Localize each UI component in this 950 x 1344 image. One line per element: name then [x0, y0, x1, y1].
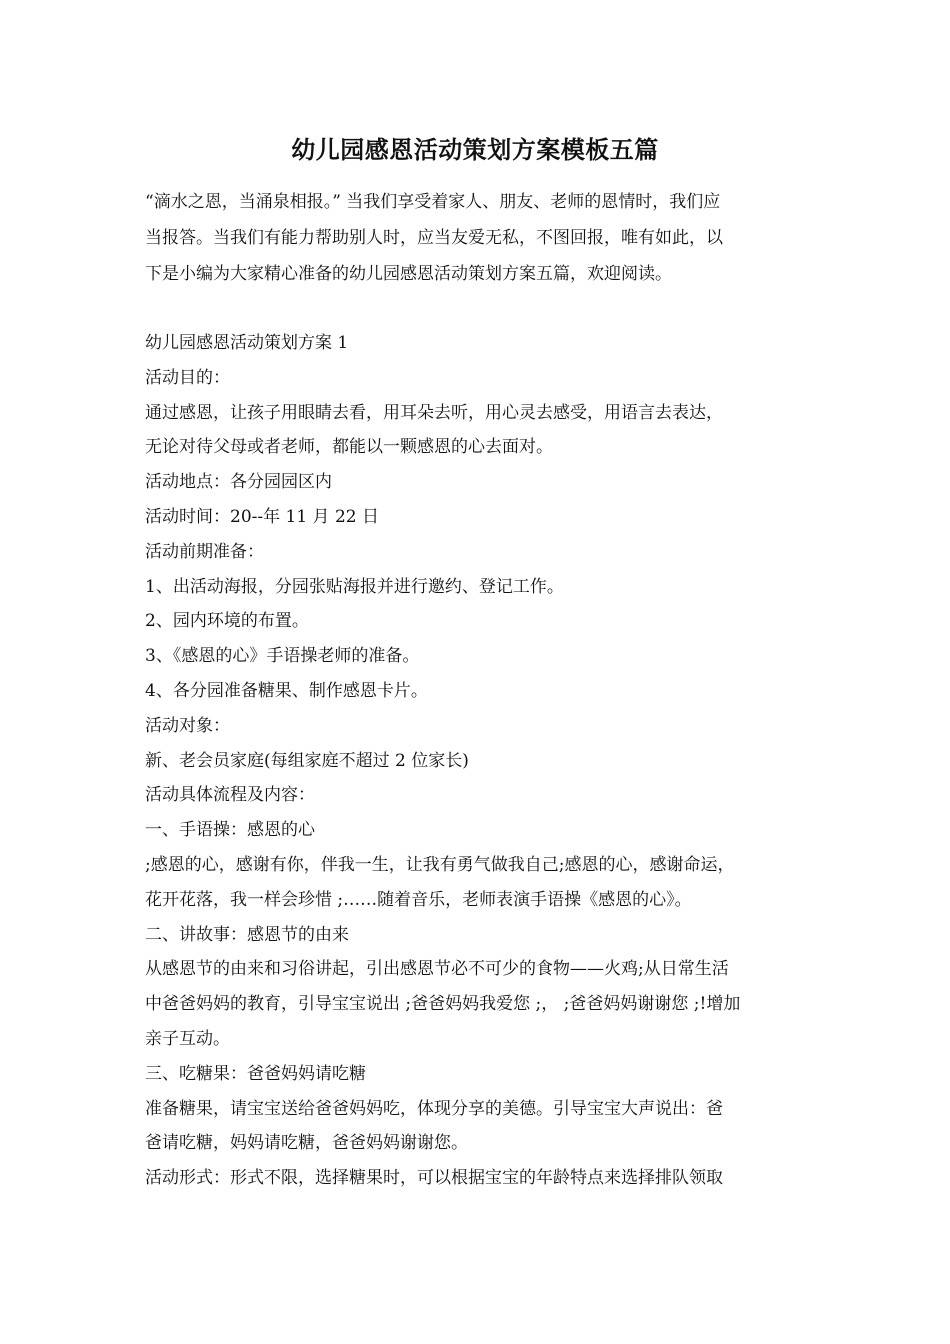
- body-line: 4、各分园准备糖果、制作感恩卡片。: [145, 680, 428, 701]
- body-line: 活动具体流程及内容：: [145, 785, 315, 806]
- body-line: 爸请吃糖，妈妈请吃糖，爸爸妈妈谢谢您。: [145, 1133, 468, 1154]
- body-line: 准备糖果，请宝宝送给爸爸妈妈吃，体现分享的美德。引导宝宝大声说出：爸: [145, 1098, 723, 1119]
- body-line: ;感恩的心，感谢有你，伴我一生，让我有勇气做我自己;感恩的心，感谢命运，: [145, 854, 735, 875]
- body-line: 新、老会员家庭(每组家庭不超过 2 位家长): [145, 750, 469, 771]
- body-line: 中爸爸妈妈的教育，引导宝宝说出 ;爸爸妈妈我爱您 ;， ;爸爸妈妈谢谢您 ;!增加: [145, 994, 741, 1015]
- body-line: 二、讲故事：感恩节的由来: [145, 924, 349, 945]
- intro-paragraph: [145, 184, 815, 292]
- body-line: 活动形式：形式不限，选择糖果时，可以根据宝宝的年龄特点来选择排队领取: [145, 1168, 723, 1189]
- body-line: 活动前期准备：: [145, 541, 264, 562]
- body-line: 3、《感恩的心》手语操老师的准备。: [145, 646, 420, 667]
- body-line: 三、吃糖果：爸爸妈妈请吃糖: [145, 1063, 366, 1084]
- body-line: 从感恩节的由来和习俗讲起，引出感恩节必不可少的食物——火鸡;从日常生活: [145, 959, 729, 980]
- body-line: 花开花落，我一样会珍惜 ;……随着音乐，老师表演手语操《感恩的心》。: [145, 889, 692, 910]
- section-heading: 幼儿园感恩活动策划方案 1: [145, 333, 349, 353]
- body-line: 活动地点：各分园园区内: [145, 472, 332, 493]
- intro-line: 下是小编为大家精心准备的幼儿园感恩活动策划方案五篇，欢迎阅读。: [145, 264, 672, 284]
- document-body: [145, 326, 825, 1196]
- body-line: 通过感恩，让孩子用眼睛去看，用耳朵去听，用心灵去感受，用语言去表达，: [145, 402, 723, 423]
- body-line: 一、手语操：感恩的心: [145, 820, 315, 841]
- body-line: 无论对待父母或者老师，都能以一颗感恩的心去面对。: [145, 437, 553, 458]
- body-line: 活动对象：: [145, 715, 230, 736]
- body-line: 1、出活动海报，分园张贴海报并进行邀约、登记工作。: [145, 576, 564, 597]
- document-title: 幼儿园感恩活动策划方案模板五篇: [291, 135, 659, 164]
- body-line: 2、园内环境的布置。: [145, 611, 309, 632]
- intro-line: “滴水之恩，当涌泉相报。” 当我们享受着家人、朋友、老师的恩情时，我们应: [145, 192, 721, 212]
- body-line: 亲子互动。: [145, 1028, 230, 1049]
- body-line: 活动目的：: [145, 367, 230, 388]
- body-line: 活动时间：20--年 11 月 22 日: [145, 506, 379, 527]
- intro-line: 当报答。当我们有能力帮助别人时，应当友爱无私，不图回报，唯有如此，以: [145, 228, 723, 248]
